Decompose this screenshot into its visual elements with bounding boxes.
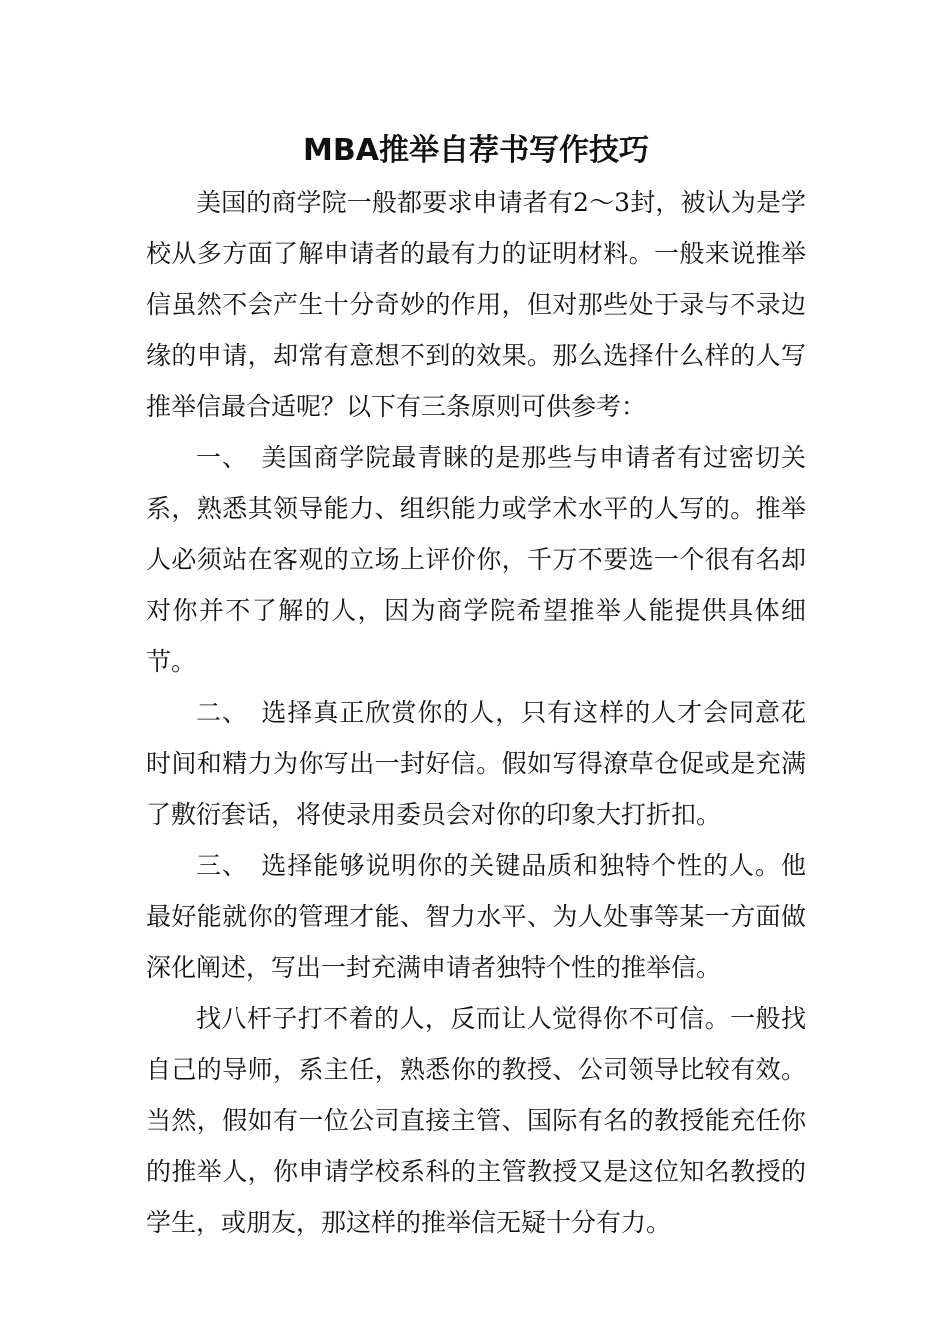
- document-body: [146, 177, 806, 1248]
- paragraph-principle-one: 一、 美国商学院最青睐的是那些与申请者有过密切关系，熟悉其领导能力、组织能力或学术水平的人写的。推举人必须站在客观的立场上评价你，千万不要选一个很有名却对你并不了解的人，因为商学院希望推举人能提供具体细节。: [146, 443, 806, 676]
- paragraph-principle-two: 二、 选择真正欣赏你的人，只有这样的人才会同意花时间和精力为你写出一封好信。假如写得潦草仓促或是充满了敷衍套话，将使录用委员会对你的印象大打折扣。: [146, 698, 806, 829]
- paragraph-conclusion: 找八杆子打不着的人，反而让人觉得你不可信。一般找自己的导师，系主任，熟悉你的教授、公司领导比较有效。当然，假如有一位公司直接主管、国际有名的教授能充任你的推举人，你申请学校系科的主管教授又是这位知名教授的学生，或朋友，那这样的推举信无疑十分有力。: [146, 1004, 806, 1237]
- paragraph-principle-three: 三、 选择能够说明你的关键品质和独特个性的人。他最好能就你的管理才能、智力水平、为人处事等某一方面做深化阐述，写出一封充满申请者独特个性的推举信。: [146, 851, 806, 982]
- paragraph-intro: 美国的商学院一般都要求申请者有2～3封，被认为是学校从多方面了解申请者的最有力的证明材料。一般来说推举信虽然不会产生十分奇妙的作用，但对那些处于录与不录边缘的申请，却常有意想不到的效果。那么选择什么样的人写推举信最合适呢？以下有三条原则可供参考：: [146, 188, 806, 421]
- document-title: MBA推举自荐书写作技巧: [303, 133, 649, 168]
